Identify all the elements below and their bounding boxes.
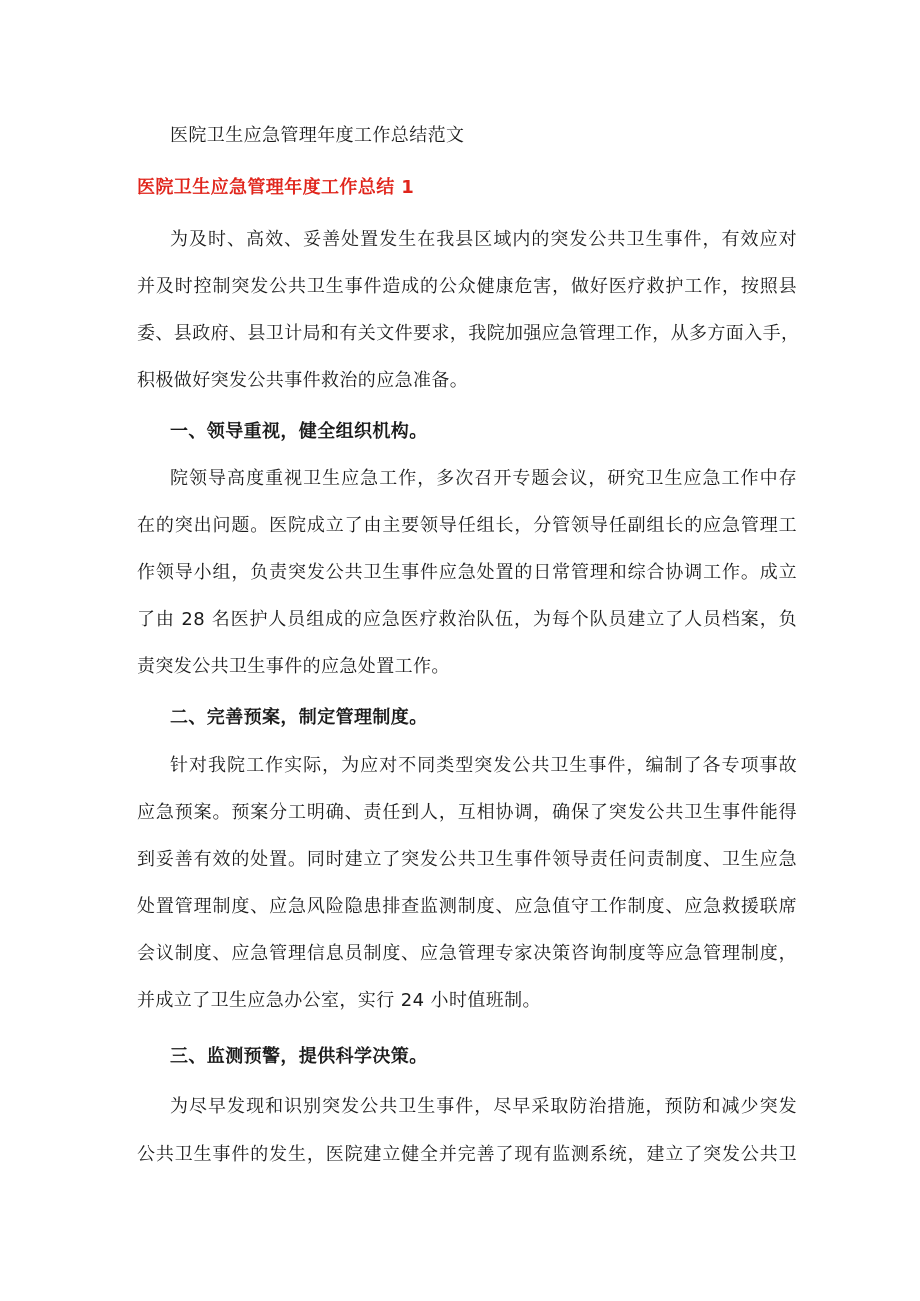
- section-line: 处置管理制度、应急风险隐患排查监测制度、应急值守工作制度、应急救援联席: [137, 896, 797, 917]
- section-line: 并成立了卫生应急办公室，实行 24 小时值班制。: [137, 990, 541, 1011]
- intro-line: 为及时、高效、妥善处置发生在我县区域内的突发公共卫生事件，有效应对: [170, 229, 797, 250]
- section-heading: 二、完善预案，制定管理制度。: [170, 707, 428, 728]
- section-line: 在的突出问题。医院成立了由主要领导任组长，分管领导任副组长的应急管理工: [137, 515, 797, 536]
- document-title: 医院卫生应急管理年度工作总结范文: [170, 125, 465, 146]
- section-line: 作领导小组，负责突发公共卫生事件应急处置的日常管理和综合协调工作。成立: [137, 562, 797, 583]
- section-line: 应急预案。预案分工明确、责任到人，互相协调，确保了突发公共卫生事件能得: [137, 802, 797, 823]
- section-heading: 三、监测预警，提供科学决策。: [170, 1046, 428, 1067]
- section-line: 院领导高度重视卫生应急工作，多次召开专题会议，研究卫生应急工作中存: [170, 468, 797, 489]
- section-line: 责突发公共卫生事件的应急处置工作。: [137, 656, 450, 677]
- document-subtitle: 医院卫生应急管理年度工作总结 1: [137, 177, 415, 198]
- intro-line: 积极做好突发公共事件救治的应急准备。: [137, 370, 469, 391]
- intro-line: 并及时控制突发公共卫生事件造成的公众健康危害，做好医疗救护工作，按照县: [137, 276, 797, 297]
- intro-line: 委、县政府、县卫计局和有关文件要求，我院加强应急管理工作，从多方面入手，: [137, 323, 800, 344]
- section-line: 针对我院工作实际，为应对不同类型突发公共卫生事件，编制了各专项事故: [170, 755, 797, 776]
- section-heading: 一、领导重视，健全组织机构。: [170, 421, 428, 442]
- section-line: 会议制度、应急管理信息员制度、应急管理专家决策咨询制度等应急管理制度，: [137, 943, 797, 964]
- section-line: 公共卫生事件的发生，医院建立健全并完善了现有监测系统，建立了突发公共卫: [137, 1144, 797, 1165]
- section-line: 到妥善有效的处置。同时建立了突发公共卫生事件领导责任问责制度、卫生应急: [137, 849, 797, 870]
- section-line: 为尽早发现和识别突发公共卫生事件，尽早采取防治措施，预防和减少突发: [170, 1096, 797, 1117]
- section-line: 了由 28 名医护人员组成的应急医疗救治队伍，为每个队员建立了人员档案，负: [137, 609, 797, 630]
